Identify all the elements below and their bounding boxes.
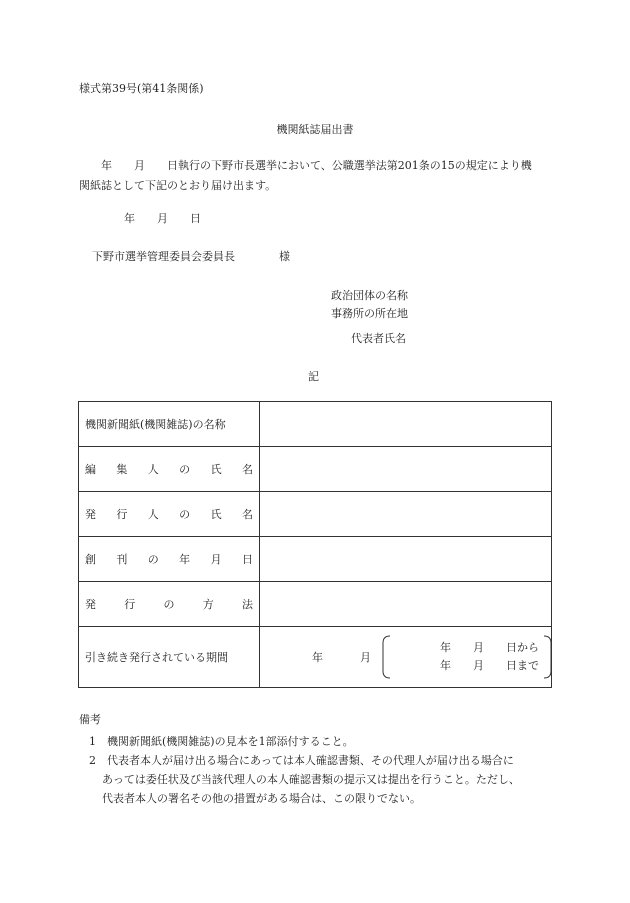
table-row bbox=[79, 627, 552, 688]
left-bracket-icon bbox=[380, 635, 392, 679]
period-year: 年 bbox=[312, 651, 323, 664]
publication-table bbox=[78, 401, 552, 688]
form-number: 様式第39号(第41条関係) bbox=[79, 82, 204, 95]
editor-name-label: 編 集 人 の 氏 名 bbox=[79, 447, 260, 492]
note-2-line-2: あっては委任状及び当該代理人の本人確認書類の提示又は提出を行うこと。ただし、 bbox=[102, 773, 520, 786]
addressee: 下野市選挙管理委員会委員長 様 bbox=[92, 250, 290, 263]
continuous-period-field[interactable] bbox=[260, 627, 552, 688]
period-to: 年 月 日まで bbox=[440, 659, 539, 672]
period-from: 年 月 日から bbox=[440, 641, 539, 654]
declaration-text bbox=[79, 156, 551, 196]
table-row bbox=[79, 447, 552, 492]
note-2-line-1: 2 代表者本人が届け出る場合にあっては本人確認書類、その代理人が届け出る場合に bbox=[89, 754, 514, 767]
note-2-line-3: 代表者本人の署名その他の措置がある場合は、この限りでない。 bbox=[102, 792, 421, 805]
declaration-line-1: 年 月 日執行の下野市長選挙において、公職選挙法第201条の15の規定により機 bbox=[101, 159, 532, 172]
period-month: 月 bbox=[360, 651, 371, 664]
first-issue-date-field[interactable] bbox=[260, 537, 552, 582]
org-name-label: 政治団体の名称 bbox=[331, 289, 408, 302]
publisher-name-label: 発 行 人 の 氏 名 bbox=[79, 492, 260, 537]
declaration-line-2: 関紙誌として下記のとおり届け出ます。 bbox=[79, 179, 277, 192]
table-row bbox=[79, 582, 552, 627]
table-row bbox=[79, 537, 552, 582]
note-1: 1 機関新聞紙(機関雑誌)の見本を1部添付すること。 bbox=[89, 735, 354, 748]
ki-heading: 記 bbox=[308, 370, 319, 383]
publishing-method-field[interactable] bbox=[260, 582, 552, 627]
submission-date: 年 月 日 bbox=[124, 212, 201, 225]
first-issue-date-label: 創 刊 の 年 月 日 bbox=[79, 537, 260, 582]
notes-heading: 備考 bbox=[79, 713, 101, 726]
table-row bbox=[79, 492, 552, 537]
publisher-name-field[interactable] bbox=[260, 492, 552, 537]
table-row bbox=[79, 402, 552, 447]
office-address-label: 事務所の所在地 bbox=[331, 307, 408, 320]
representative-label: 代表者氏名 bbox=[351, 332, 406, 345]
publication-name-label: 機関新聞紙(機関雑誌)の名称 bbox=[79, 402, 260, 447]
editor-name-field[interactable] bbox=[260, 447, 552, 492]
publication-name-field[interactable] bbox=[260, 402, 552, 447]
right-bracket-icon bbox=[542, 635, 554, 679]
document-title: 機関紙誌届出書 bbox=[276, 123, 354, 136]
continuous-period-label: 引き続き発行されている期間 bbox=[79, 627, 260, 688]
publishing-method-label: 発 行 の 方 法 bbox=[79, 582, 260, 627]
